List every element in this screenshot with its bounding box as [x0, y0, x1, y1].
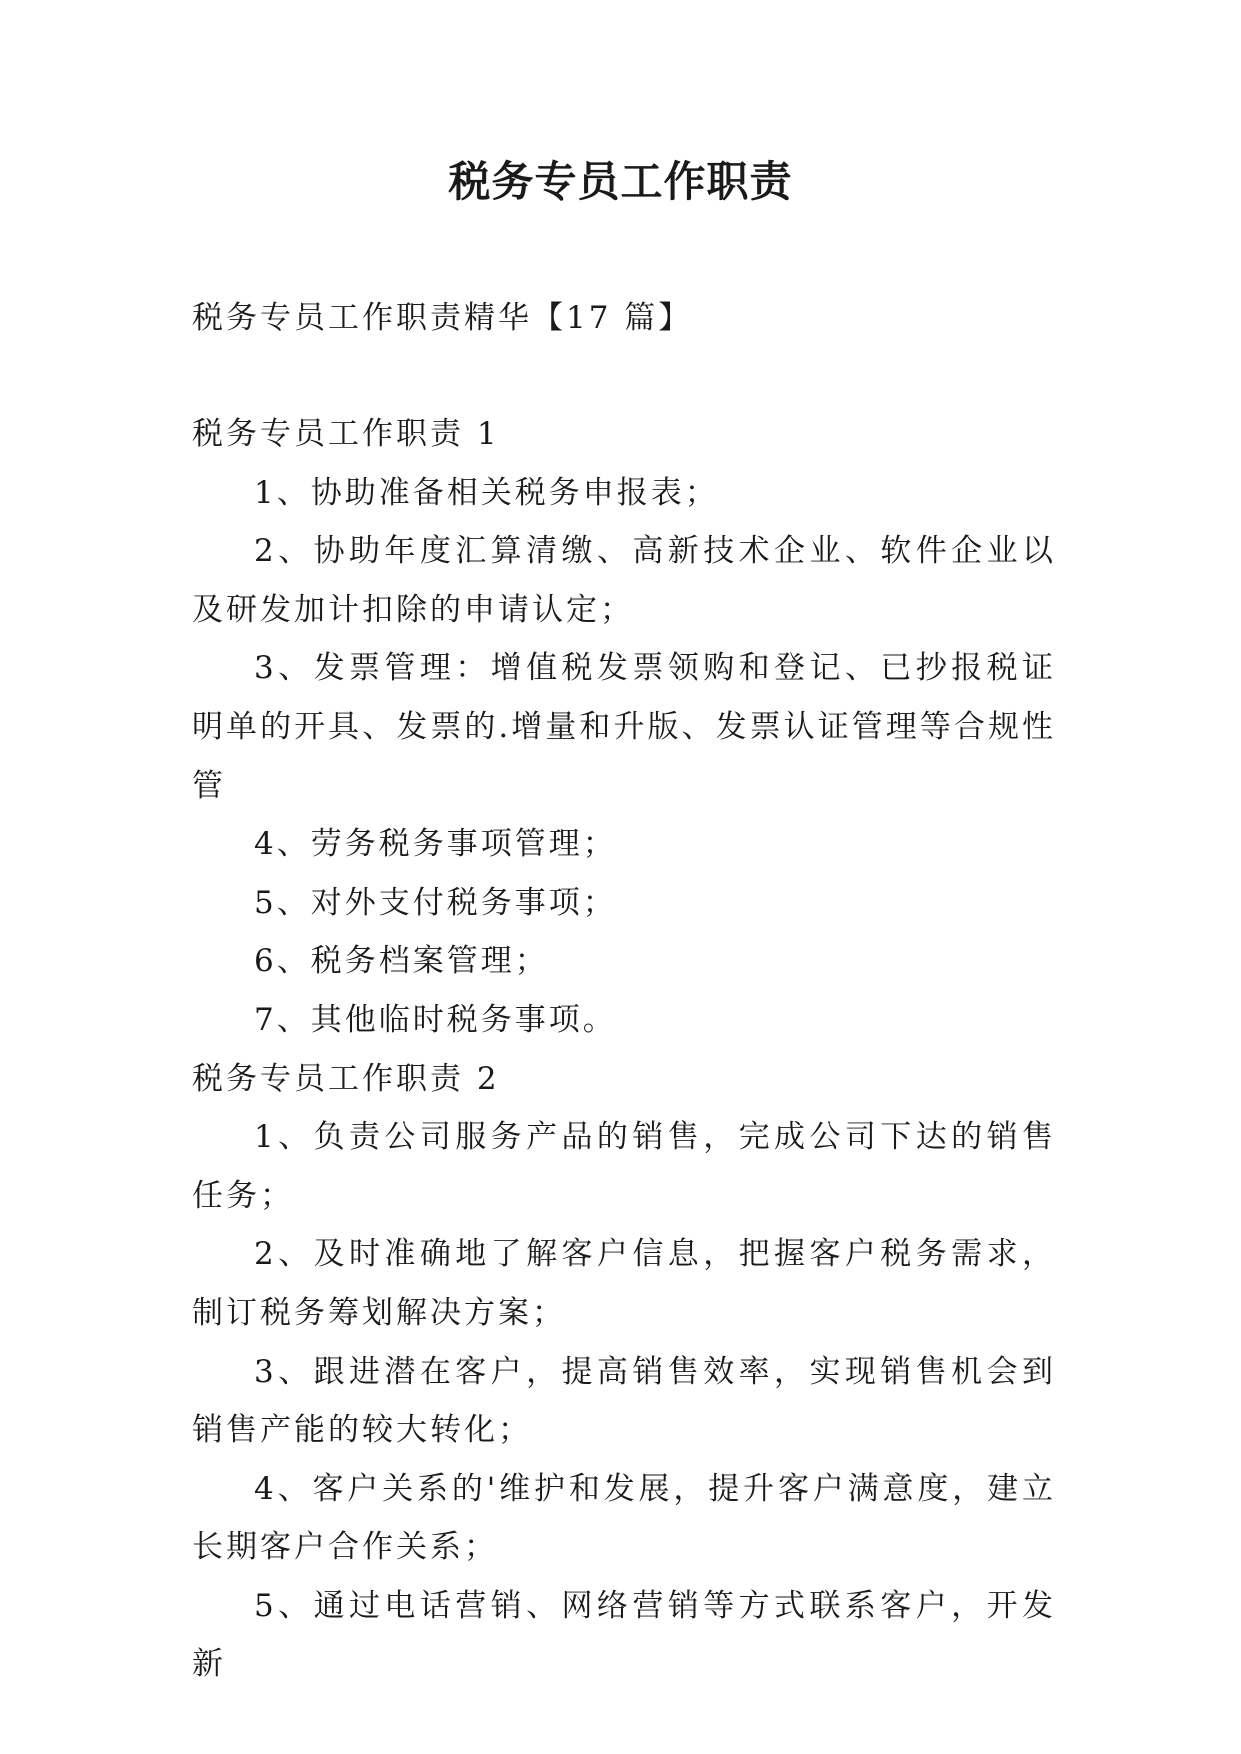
document-subtitle: 税务专员工作职责精华【17 篇】 — [192, 300, 693, 336]
list-item: 4、客户关系的'维护和发展，提升客户满意度，建立长期客户合作关系； — [192, 1470, 1056, 1566]
section-1 — [192, 405, 1056, 1050]
list-item: 2、及时准确地了解客户信息，把握客户税务需求，制订税务筹划解决方案； — [192, 1236, 1056, 1331]
list-item: 5、通过电话营销、网络营销等方式联系客户，开发新 — [192, 1587, 1056, 1683]
section-2 — [192, 1050, 1056, 1695]
list-item: 3、跟进潜在客户，提高销售效率，实现销售机会到销售产能的较大转化； — [192, 1353, 1056, 1449]
section-heading: 税务专员工作职责 1 — [192, 416, 500, 452]
list-item: 4、劳务税务事项管理； — [254, 826, 617, 863]
list-item: 2、协助年度汇算清缴、高新技术企业、软件企业以及研发加计扣除的申请认定； — [192, 533, 1056, 628]
list-item: 1、协助准备相关税务申报表； — [254, 474, 719, 511]
list-item: 6、税务档案管理； — [254, 943, 549, 980]
list-item: 3、发票管理：增值税发票领购和登记、已抄报税证明单的开具、发票的.增量和升版、发票认证管理等合规性管 — [192, 650, 1056, 804]
list-item: 1、负责公司服务产品的销售，完成公司下达的销售任务； — [192, 1119, 1056, 1214]
document-body — [192, 405, 1056, 1694]
section-heading: 税务专员工作职责 2 — [192, 1060, 500, 1097]
document-title: 税务专员工作职责 — [448, 157, 793, 206]
list-item: 5、对外支付税务事项； — [254, 884, 617, 921]
list-item: 7、其他临时税务事项。 — [254, 1001, 617, 1038]
